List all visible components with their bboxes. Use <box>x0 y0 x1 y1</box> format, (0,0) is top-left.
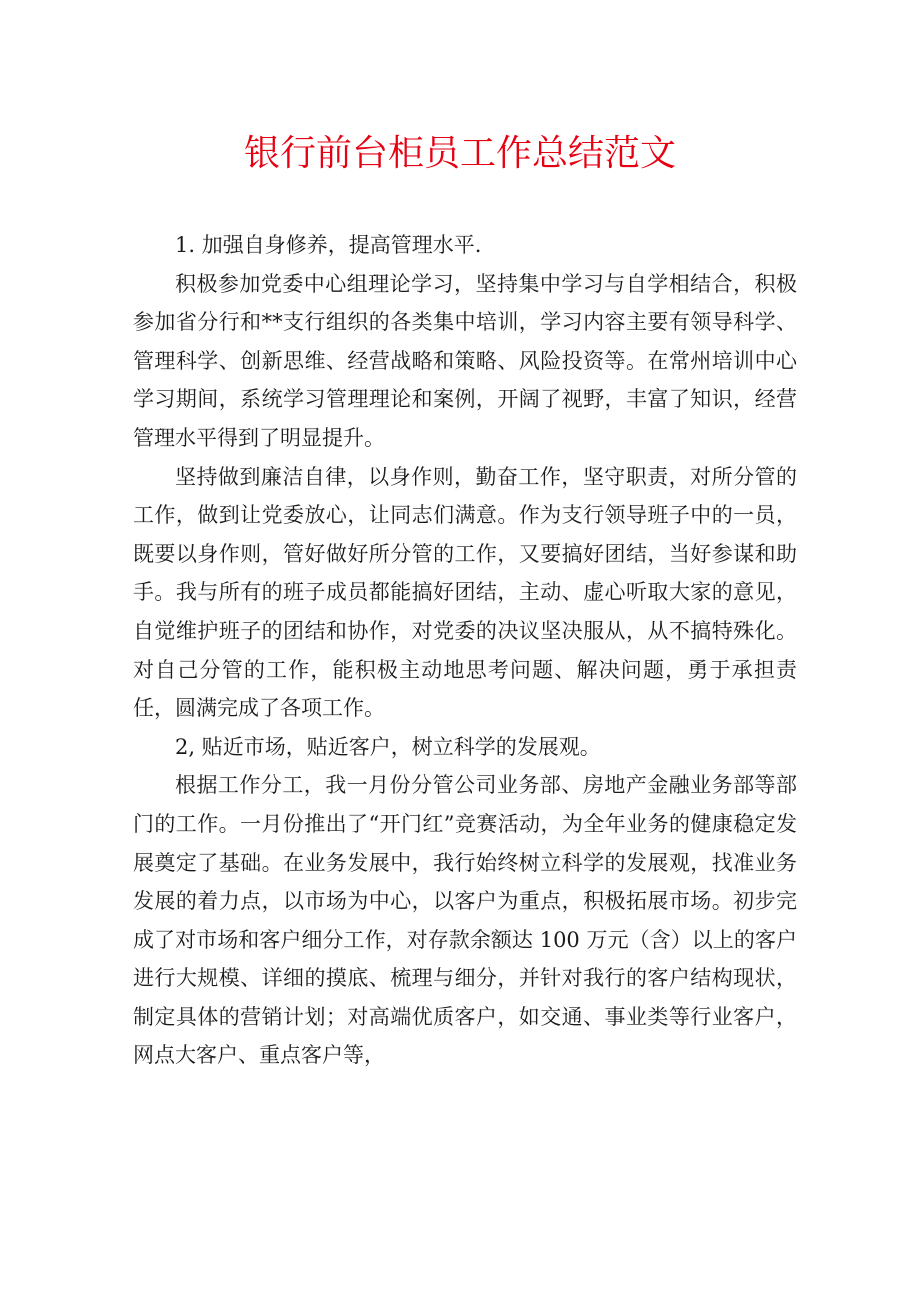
paragraph-heading-2: 2, 贴近市场，贴近客户，树立科学的发展观。 <box>175 734 601 759</box>
document-title: 银行前台柜员工作总结范文 <box>243 133 676 174</box>
paragraph: 根据工作分工，我一月份分管公司业务部、房地产金融业务部等部门的工作。一月份推出了“开门红”竞赛活动，为全年业务的健康稳定发展奠定了基础。在业务发展中，我行始终树立科学的发展观，找准业务发展的着力点，以市场为中心，以客户为重点，积极拓展市场。初步完成了对市场和客户细分工作，对存款余额达 100 万元（含）以上的客户进行大规模、详细的摸底、梳理与细分，并针对我行的客户结构现状，制定具体的营销计划；对高端优质客户，如交通、事业类等行业客户，网点大客户、重点客户等， <box>133 773 797 1068</box>
document-body <box>133 226 797 1075</box>
paragraph: 积极参加党委中心组理论学习，坚持集中学习与自学相结合，积极参加省分行和**支行组织的各类集中培训，学习内容主要有领导科学、管理科学、创新思维、经营战略和策略、风险投资等。在常州培训中心学习期间，系统学习管理理论和案例，开阔了视野，丰富了知识，经营管理水平得到了明显提升。 <box>133 271 797 450</box>
paragraph-heading-1: 1. 加强自身修养，提高管理水平. <box>175 233 482 257</box>
paragraph: 坚持做到廉洁自律，以身作则，勤奋工作，坚守职责，对所分管的工作，做到让党委放心，让同志们满意。作为支行领导班子中的一员，既要以身作则，管好做好所分管的工作，又要搞好团结，当好参谋和助手。我与所有的班子成员都能搞好团结，主动、虚心听取大家的意见，自觉维护班子的团结和协作，对党委的决议坚决服从，从不搞特殊化。对自己分管的工作，能积极主动地思考问题、解决问题，勇于承担责任，圆满完成了各项工作。 <box>133 464 797 721</box>
